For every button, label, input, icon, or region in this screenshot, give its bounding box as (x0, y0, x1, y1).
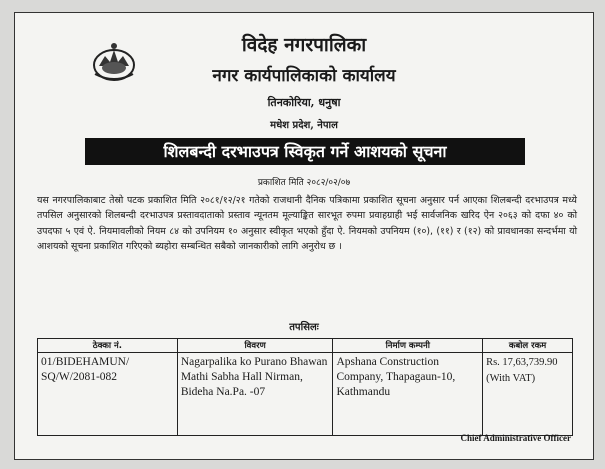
table-row (38, 353, 573, 436)
contract-table (37, 338, 573, 436)
table-heading: तपसिलः (289, 322, 319, 333)
signature-title: Chief Administrative Officer (460, 433, 571, 443)
municipality-name: विदेह नगरपालिका (241, 34, 367, 56)
column-header-description: विवरण (177, 339, 333, 353)
office-name: नगर कार्यपालिकाको कार्यालय (212, 66, 396, 86)
notice-title-banner: शिलबन्दी दरभाउपत्र स्विकृत गर्ने आशयको सूचना (85, 138, 525, 165)
amount-cell (483, 353, 573, 436)
column-header-amount: कबोल रकम (483, 339, 573, 353)
amount-value: Rs. 17,63,739.90 (486, 357, 558, 368)
office-address: तिनकोरिया, धनुषा (267, 96, 341, 109)
description-cell: Nagarpalika ko Purano Bhawan Mathi Sabha Hall Nirman, Bideha Na.Pa. -07 (177, 353, 333, 436)
company-cell: Apshana Construction Company, Thapagaun-10, Kathmandu (333, 353, 483, 436)
table-header-row (38, 339, 573, 353)
column-header-company: निर्माण कम्पनी (333, 339, 483, 353)
notice-body: यस नगरपालिकाबाट तेस्रो पटक प्रकाशित मिति २०८१/१२/२१ गतेको राजधानी दैनिक पत्रिकामा प्रकाशित सूचना अनुसार पर्न आएका शिलबन्दी दरभाउपत्र मध्ये तपसिल अनुसारको शिलबन्दी दरभाउपत्र प्रस्तावदाताको प्रस्ताव न्यूनतम मूल्याङ्कित सारभूत रुपमा प्रवाहग्राही भई सार्वजनिक खरिद ऐन २०६३ को दफा ४० को उपदफा ५ एवं ऐ. नियमावलीको नियम ८४ को उपनियम १० अनुसार स्वीकृत भएको हुँदा ऐ. नियमको उपनियम (१०), (११) र (१२) को प्रावधानका सन्दर्भमा यो आशयको सूचना प्रकाशित गरिएको ब्यहोरा सम्बन्धित सबैको जानकारीको लागि अनुरोध छ । (37, 195, 577, 252)
contract-number-cell: 01/BIDEHAMUN/ SQ/W/2081-082 (38, 353, 178, 436)
column-header-contract-no: ठेक्का नं. (38, 339, 178, 353)
province-country: मधेश प्रदेश, नेपाल (270, 120, 338, 131)
amount-note: (With VAT) (486, 373, 536, 384)
notice-sheet (14, 12, 594, 460)
published-date: प्रकाशित मिति २०८२/०२/०७ (257, 178, 351, 188)
